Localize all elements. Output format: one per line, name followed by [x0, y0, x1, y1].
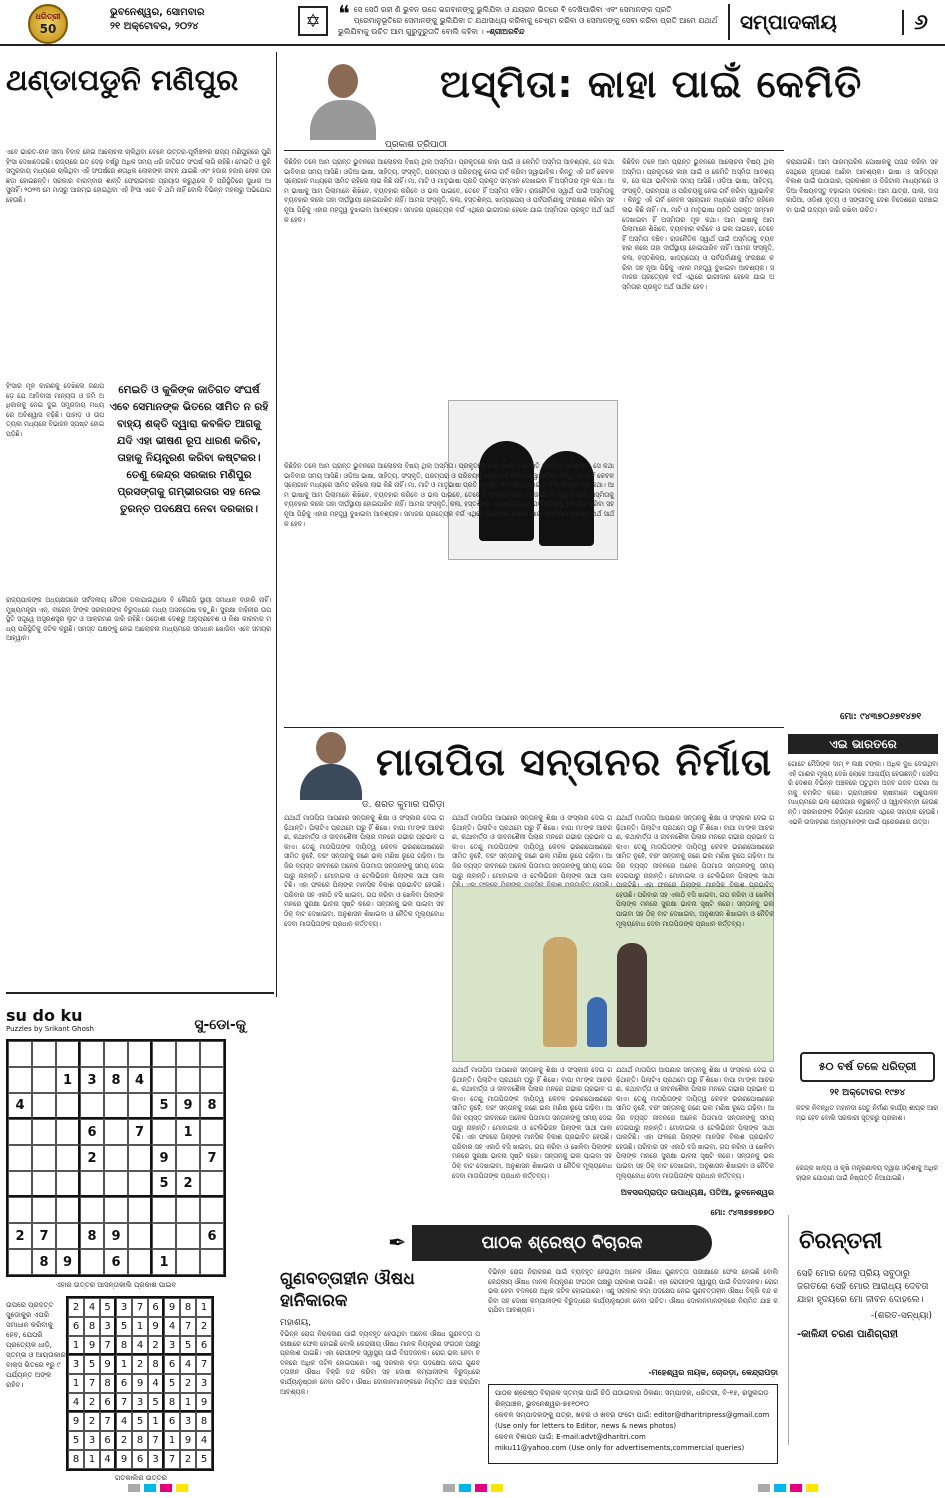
sudoku-cell: 1 [68, 1336, 84, 1355]
dateline-day: ଭୁବନେଶ୍ୱର, ସୋମବାର [110, 7, 205, 18]
sudoku-cell: 8 [84, 1317, 100, 1336]
sudoku-solution-label: ଗତକାଲିର ଉତ୍ତର [115, 1474, 167, 1482]
left-pull-quote: ମେଇତି ଓ କୁକିଙ୍କ ଜାତିଗତ ସଂଘର୍ଷ ଏବେ ସେମାନଙ୍କ ଭିତରେ ସୀମିତ ନ ରହି ବାହ୍ୟ ଶକ୍ତି ଦ୍ୱାରା କବଳିତ ଆଗକୁ ଯଦି ଏହା ଭୀଷଣ ରୂପ ଧାରଣ କରିବ, ତାହାକୁ ନିୟନ୍ତ୍ରଣ କରିବା କଷ୍ଟକର। ତେଣୁ କେନ୍ଦ୍ର ସରକାର ମଣିପୁର ପ୍ରସଙ୍ଗକୁ ଗମ୍ଭୀରତାର ସହ ନେଇ ତୁରନ୍ତ ପଦକ୍ଷେପ ନେବା ଦରକାର। [109, 384, 269, 515]
fifty-years-item1: କଟକ ନିବନ୍ଧିତ ମହାନଦୀ ସେତୁ ନିର୍ମାଣ କାର୍ଯ୍ୟ ଶୀଘ୍ର ଆରମ୍ଭ ହେବ ବୋଲି ସରକାରୀ ସୂତ୍ରରୁ ପ୍ରକାଶ। [796, 1104, 938, 1122]
sudoku-subtitle: Puzzles by Srikant Ghosh [6, 1025, 94, 1033]
sudoku-cell: 7 [164, 1450, 180, 1469]
sudoku-cell: 8 [132, 1431, 148, 1450]
sudoku-cell: 9 [164, 1298, 180, 1317]
left-body-bottom: ରାଜ୍ୟପାଳଙ୍କ ଅଧ୍ୟକ୍ଷତାରେ ସର୍ବଦଳୀୟ ବୈଠକ ଡକାଯାଇଥିଲେ ବି କୌଣସି ସ୍ଥାୟୀ ସମାଧାନ ବାହାରି ନାହିଁ। ମୁଖ୍ୟମନ୍ତ୍ରୀ ଏନ୍‌. ବୀରେନ୍‌ ସିଂଙ୍କ ସରକାରଙ୍କ ବିରୁଦ୍ଧରେ ମଧ୍ୟ ଅସନ୍ତୋଷ ବଢ଼ୁଛି। ସୁରକ୍ଷା ବାହିନୀର ଉପସ୍ଥିତି ସତ୍ତ୍ୱେ ଅସ୍ତ୍ରଶସ୍ତ୍ର ଲୁଟ ଓ ଆକ୍ରମଣ ଜାରି ରହିଛି। ପଡ଼ୋଶୀ ଦେଶରୁ ଅନୁପ୍ରବେଶ ଓ ନିଶା କାରବାର ମଧ୍ୟ ପରିସ୍ଥିତିକୁ ଜଟିଳ କରୁଛି। ସମସ୍ତ ପକ୍ଷଙ୍କୁ ନେଇ ଆଲୋଚନା ମାଧ୍ୟମରେ ସମାଧାନ ଖୋଜିବା ଏବେ ସମୟର ଆହ୍ୱାନ। [6, 596, 271, 643]
author-photo-sarat [296, 732, 366, 800]
sudoku-cell: 4 [148, 1374, 164, 1393]
sudoku-cell: 1 [84, 1450, 100, 1469]
sudoku-cell [104, 1197, 128, 1223]
chirantani-poem: ସେହି ମୋର ହେଲା ପ୍ରିୟ ସବୁଠାରୁ ଜଗତରେ ସେହି ମୋର ଆରାଧ୍ୟ ଦେବତା ଯାହା ହୃଦୟରେ ମୋ ଜୀବନ ଦୋହଲେ। [797, 1269, 929, 1305]
sudoku-cell [56, 1041, 80, 1067]
sudoku-cell: 3 [84, 1431, 100, 1450]
sudoku-rules: ଉପରେ ପ୍ରଦତ୍ତ ସୁଡୋକୁର ଏପରି ସମାଧାନ କରିବାକୁ ହେବ, ଯେପରି ପ୍ରତ୍ୟେକ ଧାଡ଼ି, ସ୍ତମ୍ଭ ଓ ଆୟତାକାର ବାକ୍ସ ଭିତରେ ୧ରୁ ୯ ପର୍ଯ୍ୟନ୍ତ ଅଙ୍କ ରହିବ। [6, 1301, 66, 1389]
sudoku-cell [104, 1093, 128, 1119]
sudoku-cell: 1 [196, 1298, 212, 1317]
sudoku-cell: 7 [100, 1336, 116, 1355]
sudoku-cell [128, 1145, 152, 1171]
registration-swatch [459, 1484, 471, 1492]
dateline-date: ୨୧ ଅକ୍ଟୋବର, ୨୦୨୪ [110, 21, 199, 32]
sudoku-cell: 3 [100, 1317, 116, 1336]
sudoku-cell [80, 1249, 104, 1275]
sudoku-cell: 6 [80, 1119, 104, 1145]
father-figure [543, 937, 577, 1047]
registration-swatch [790, 1484, 802, 1492]
sudoku-cell [200, 1041, 224, 1067]
pen-icon: ✒ [388, 1230, 407, 1256]
left-body-mid: ହିଂସାର ମୂଳ କାରଣକୁ ଦେଖିଲେ ଜଣାପଡ଼େ ଯେ ଆଦିବାସୀ ମାନ୍ୟତା ଓ ଜମି ଅଧିକାରକୁ ନେଇ ଦୁଇ ସମ୍ପ୍ରଦାୟ ମଧ୍ୟରେ ଅବିଶ୍ୱାସ ବଢ଼ିଛି। ପାହାଡ଼ ଓ ଉପତ୍ୟକା ମଧ୍ୟରେ ବିଭାଜନ ସ୍ପଷ୍ଟ ହୋଇପଡ଼ିଛି। [6, 382, 105, 438]
sudoku-cell [8, 1067, 32, 1093]
sudoku-cell: 2 [68, 1298, 84, 1317]
sudoku-cell: 9 [84, 1336, 100, 1355]
sudoku-cell: 4 [196, 1431, 212, 1450]
sudoku-cell [152, 1223, 176, 1249]
sudoku-cell: 9 [104, 1223, 128, 1249]
reader-banner: ପାଠକ ଶ୍ରେଷ୍ଠ ବିଚାରକ [412, 1225, 712, 1261]
sudoku-cell: 4 [164, 1317, 180, 1336]
sudoku-cell [80, 1171, 104, 1197]
sudoku-cell: 2 [84, 1412, 100, 1431]
chirantani-source: -(ଶରତ-ସନ୍ଧ୍ୟା) [870, 1311, 932, 1321]
registration-marks-right [758, 1484, 818, 1492]
sudoku-cell: 1 [56, 1067, 80, 1093]
sudoku-cell [8, 1249, 32, 1275]
sudoku-cell: 3 [164, 1336, 180, 1355]
sudoku-cell: 7 [180, 1317, 196, 1336]
sudoku-cell: 4 [68, 1393, 84, 1412]
sudoku-cell [176, 1223, 200, 1249]
sudoku-cell: 5 [152, 1171, 176, 1197]
registration-swatch [774, 1484, 786, 1492]
registration-swatch [475, 1484, 487, 1492]
sudoku-cell: 3 [148, 1450, 164, 1469]
sudoku-cell: 8 [80, 1223, 104, 1249]
sudoku-cell: 6 [116, 1374, 132, 1393]
sudoku-cell [176, 1145, 200, 1171]
sudoku-cell [8, 1041, 32, 1067]
sudoku-cell [56, 1171, 80, 1197]
divider [284, 727, 784, 728]
sudoku-cell: 4 [84, 1298, 100, 1317]
sudoku-cell: 1 [148, 1412, 164, 1431]
sudoku-cell: 2 [80, 1145, 104, 1171]
sudoku-cell: 9 [196, 1393, 212, 1412]
sudoku-cell: 7 [84, 1374, 100, 1393]
sudoku-cell [128, 1249, 152, 1275]
sudoku-cell: 4 [128, 1067, 152, 1093]
sudoku-grid [6, 1039, 226, 1277]
face-shape [328, 64, 358, 98]
sudoku-cell: 9 [152, 1145, 176, 1171]
reader-signature: -ମହେଶ୍ୱର ନାୟକ, ଚୋରଡ଼ା, କେନ୍ଦ୍ରାପଡ଼ା [648, 1368, 778, 1377]
sudoku-cell: 8 [116, 1336, 132, 1355]
dateline [110, 6, 270, 34]
sudoku-cell: 1 [164, 1431, 180, 1450]
letters-footer-box [488, 1384, 778, 1464]
sudoku-cell: 6 [132, 1450, 148, 1469]
sudoku-cell: 5 [180, 1336, 196, 1355]
sudoku-cell [8, 1197, 32, 1223]
sudoku-cell: 3 [116, 1298, 132, 1317]
sudoku-cell [128, 1171, 152, 1197]
sudoku-title-en: su do ku [6, 1006, 83, 1025]
fifty-years-item2: କେନ୍ଦ୍ର ଖାଦ୍ୟ ଓ କୃଷି ମନ୍ତ୍ରଣାଳୟ ଦ୍ୱାରା ଓଡ଼ିଶାକୁ ଅଧିକ ଚାଉଳ ଯୋଗାଣ ପାଇଁ ନିଷ୍ପତ୍ତି ନିଆଯାଇଛି। [796, 1164, 938, 1182]
sudoku-cell [56, 1119, 80, 1145]
sudoku-cell: 4 [180, 1355, 196, 1374]
sudoku-cell [56, 1093, 80, 1119]
sudoku-cell: 7 [116, 1393, 132, 1412]
sudoku-cell: 9 [116, 1450, 132, 1469]
main-phone: ମୋ: ୯୪୩୭୦୬୭୧୪୭୧ [840, 712, 922, 722]
divider [6, 992, 274, 994]
sudoku-cell [152, 1197, 176, 1223]
registration-swatch [144, 1484, 156, 1492]
sudoku-cell: 7 [196, 1355, 212, 1374]
letters-commercial-email: miku11@yahoo.com (Use only for advertisements,commercial queries) [495, 1444, 745, 1452]
registration-swatch [806, 1484, 818, 1492]
registration-swatch [160, 1484, 172, 1492]
registration-marks-left [128, 1484, 188, 1492]
sudoku-cell: 6 [164, 1355, 180, 1374]
registration-swatch [491, 1484, 503, 1492]
sudoku-cell [80, 1041, 104, 1067]
sudoku-cell [56, 1197, 80, 1223]
second-body-col1: ଯଥାର୍ଥ ମାତାପିତା ଆପଣାର ସନ୍ତାନକୁ ଶିକ୍ଷା ଓ ସଂସ୍କାର ଦେଇ ଗଢ଼ିଥାନ୍ତି। ପିଲାଟିଏ ପ୍ରଥମେ ଘରୁ ହିଁ ଶିଖେ। ବାପା ମା'ଙ୍କ ଆଚରଣ, କଥାବାର୍ତ୍ତା ଓ ଜୀବନଶୈଳୀ ପିଲାର ମନରେ ଗଭୀର ପ୍ରଭାବ ପକାଏ। ତେଣୁ ମାତାପିତାଙ୍କ ଦାୟିତ୍ୱ କେବଳ ଭରଣପୋଷଣରେ ସୀମିତ ନୁହେଁ, ବରଂ ସନ୍ତାନକୁ ଜଣେ ଭଲ ମଣିଷ ରୂପେ ଗଢ଼ିବା। ଆଜିର ବ୍ୟସ୍ତ ଜୀବନରେ ଅନେକ ପିତାମାତା ସନ୍ତାନଙ୍କୁ ସମୟ ଦେଇପାରୁ ନାହାନ୍ତି। ମୋବାଇଲ ଓ ଟେଲିଭିଜନ ପିଲାଙ୍କ ସାଥୀ ପାଲଟିଛି। ଏହା ଫଳରେ ପିଲାଙ୍କ ମାନସିକ ବିକାଶ ପ୍ରଭାବିତ ହେଉଛି। ପରିବାର ସହ ଏକାଠି ବସି ଖାଇବା, ଗପ କରିବା ଓ ଖେଳିବା ପିଲାଙ୍କ ମନରେ ସୁରକ୍ଷା ଭାବନା ସୃଷ୍ଟି କରେ। ସନ୍ତାନକୁ ଭଲ ପାଇବା ସହ ଠିକ୍ ବାଟ ଦେଖାଇବା, ଅନୁଶାସନ ଶିଖାଇବା ଓ ନୈତିକ ମୂଲ୍ୟବୋଧ ଦେବା ମାତାପିତାଙ୍କ ପ୍ରଧାନ କର୍ତ୍ତବ୍ୟ। [284, 814, 444, 928]
registration-marks-mid [443, 1484, 503, 1492]
sudoku-cell: 3 [80, 1067, 104, 1093]
sudoku-cell: 2 [176, 1171, 200, 1197]
quote-author: -ଶ୍ରୀଅରବିନ୍ଦ [486, 27, 525, 36]
main-headline: ଅସ୍ମିତା: କାହା ପାଇଁ କେମିତି [440, 62, 863, 106]
sudoku-cell: 8 [196, 1412, 212, 1431]
sudoku-cell: 6 [100, 1431, 116, 1450]
sudoku-cell: 1 [68, 1374, 84, 1393]
second-body-col3: ଯଥାର୍ଥ ମାତାପିତା ଆପଣାର ସନ୍ତାନକୁ ଶିକ୍ଷା ଓ ସଂସ୍କାର ଦେଇ ଗଢ଼ିଥାନ୍ତି। ପିଲାଟିଏ ପ୍ରଥମେ ଘରୁ ହିଁ ଶିଖେ। ବାପା ମା'ଙ୍କ ଆଚରଣ, କଥାବାର୍ତ୍ତା ଓ ଜୀବନଶୈଳୀ ପିଲାର ମନରେ ଗଭୀର ପ୍ରଭାବ ପକାଏ। ତେଣୁ ମାତାପିତାଙ୍କ ଦାୟିତ୍ୱ କେବଳ ଭରଣପୋଷଣରେ ସୀମିତ ନୁହେଁ, ବରଂ ସନ୍ତାନକୁ ଜଣେ ଭଲ ମଣିଷ ରୂପେ ଗଢ଼ିବା। ଆଜିର ବ୍ୟସ୍ତ ଜୀବନରେ ଅନେକ ପିତାମାତା ସନ୍ତାନଙ୍କୁ ସମୟ ଦେଇପାରୁ ନାହାନ୍ତି। ମୋବାଇଲ ଓ ଟେଲିଭିଜନ ପିଲାଙ୍କ ସାଥୀ ପାଲଟିଛି। ଏହା ଫଳରେ ପିଲାଙ୍କ ମାନସିକ ବିକାଶ ପ୍ରଭାବିତ ହେଉଛି। ପରିବାର ସହ ଏକାଠି ବସି ଖାଇବା, ଗପ କରିବା ଓ ଖେଳିବା ପିଲାଙ୍କ ମନରେ ସୁରକ୍ଷା ଭାବନା ସୃଷ୍ଟି କରେ। ସନ୍ତାନକୁ ଭଲ ପାଇବା ସହ ଠିକ୍ ବାଟ ଦେଖାଇବା, ଅନୁଶାସନ ଶିଖାଇବା ଓ ନୈତିକ ମୂଲ୍ୟବୋଧ ଦେବା ମାତାପିତାଙ୍କ ପ୍ରଧାନ କର୍ତ୍ତବ୍ୟ। [452, 1066, 612, 1180]
sudoku-cell [104, 1145, 128, 1171]
sudoku-cell [200, 1197, 224, 1223]
sudoku-cell: 8 [104, 1067, 128, 1093]
quote-mark-icon: ❝ [338, 2, 350, 27]
logo-text: ଧରିତ୍ରୀ [35, 12, 61, 21]
reader-salutation: ମହାଶୟ, [280, 1318, 312, 1328]
sudoku-cell [32, 1145, 56, 1171]
sudoku-cell: 7 [128, 1119, 152, 1145]
sudoku-cell [128, 1041, 152, 1067]
sudoku-cell [56, 1145, 80, 1171]
sudoku-cell: 3 [180, 1412, 196, 1431]
chirantani-box [788, 1215, 940, 1445]
sudoku-cell: 9 [68, 1412, 84, 1431]
second-headline: ମାତାପିତା ସନ୍ତାନର ନିର୍ମାତା [376, 740, 773, 784]
ei-bharatare-title: ଏଇ ଭାରତରେ [788, 734, 938, 754]
sudoku-cell: 5 [196, 1450, 212, 1469]
reader-body-right: ବିଭିନ୍ନ ରୋଗ ନିରାକରଣ ପାଇଁ ବ୍ୟବହୃତ ହେଉଥିବା ଅନେକ ଔଷଧ ଗୁଣବତ୍ତା ପରୀକ୍ଷାରେ ଫେଲ ହୋଇଛି ବୋଲି କେନ୍ଦ୍ରୀୟ ଔଷଧ ମାନକ ନିୟନ୍ତ୍ରଣ ସଂଗଠନ ପକ୍ଷରୁ ପ୍ରକାଶ ପାଇଛି। ଏହା ରୋଗୀଙ୍କ ସ୍ୱାସ୍ଥ୍ୟ ପାଇଁ ବିପଦଜନକ। ରୋଗ ଭଲ ହେବା ବଦଳରେ ଅଧିକ ଜଟିଳ ହୋଇପାରେ। ଏଣୁ ସରକାର କଡ଼ା ପଦକ୍ଷେପ ନେଇ ଗୁଣବତ୍ତାହୀନ ଔଷଧ ବିକ୍ରି ବନ୍ଦ କରିବା ସହ ଦୋଷୀ କମ୍ପାନୀଙ୍କ ବିରୁଦ୍ଧରେ କାର୍ଯ୍ୟାନୁଷ୍ଠାନ ନେବା ଉଚିତ। ଔଷଧ ଦୋକାନମାନଙ୍କରେ ନିୟମିତ ଯାଞ୍ଚ କରାଯିବା ଆବଶ୍ୟକ। [488, 1268, 778, 1315]
sudoku-cell: 9 [56, 1249, 80, 1275]
sudoku-cell: 3 [132, 1393, 148, 1412]
body-shape [300, 764, 362, 800]
face-shape [316, 732, 346, 764]
chirantani-title: ଚିରନ୍ତନୀ [799, 1229, 883, 1254]
sudoku-cell: 8 [164, 1393, 180, 1412]
print-registration-bar [0, 1478, 945, 1498]
sudoku-cell: 2 [116, 1431, 132, 1450]
letters-editor-email: କେବଳ ସମ୍ପାଦକଙ୍କୁ ପତ୍ର, ଖବର ଓ ଖବର ଫଟୋ ପାଇଁ: editor@dharitripress@gmail.com (Use only for letters to Editor, news & news photos) [495, 1411, 770, 1430]
sudoku-cell [176, 1249, 200, 1275]
divider [284, 150, 784, 151]
sudoku-cell: 2 [180, 1374, 196, 1393]
sudoku-cell [128, 1093, 152, 1119]
sudoku-cell: 2 [84, 1393, 100, 1412]
sudoku-cell [152, 1067, 176, 1093]
registration-swatch [758, 1484, 770, 1492]
sudoku-cell: 5 [132, 1412, 148, 1431]
sudoku-cell [200, 1067, 224, 1093]
sudoku-cell: 2 [180, 1450, 196, 1469]
sudoku-cell [200, 1119, 224, 1145]
sudoku-cell: 8 [148, 1355, 164, 1374]
sudoku-cell: 7 [100, 1412, 116, 1431]
sudoku-cell [80, 1093, 104, 1119]
second-body-col2: ଯଥାର୍ଥ ମାତାପିତା ଆପଣାର ସନ୍ତାନକୁ ଶିକ୍ଷା ଓ ସଂସ୍କାର ଦେଇ ଗଢ଼ିଥାନ୍ତି। ପିଲାଟିଏ ପ୍ରଥମେ ଘରୁ ହିଁ ଶିଖେ। ବାପା ମା'ଙ୍କ ଆଚରଣ, କଥାବାର୍ତ୍ତା ଓ ଜୀବନଶୈଳୀ ପିଲାର ମନରେ ଗଭୀର ପ୍ରଭାବ ପକାଏ। ତେଣୁ ମାତାପିତାଙ୍କ ଦାୟିତ୍ୱ କେବଳ ଭରଣପୋଷଣରେ ସୀମିତ ନୁହେଁ, ବରଂ ସନ୍ତାନକୁ ଜଣେ ଭଲ ମଣିଷ ରୂପେ ଗଢ଼ିବା। ଆଜିର ବ୍ୟସ୍ତ ଜୀବନରେ ଅନେକ ପିତାମାତା ସନ୍ତାନଙ୍କୁ ସମୟ ଦେଇପାରୁ ନାହାନ୍ତି। ମୋବାଇଲ ଓ ଟେଲିଭିଜନ ପିଲାଙ୍କ ସାଥୀ ପାଲ [452, 814, 612, 880]
sudoku-cell: 8 [200, 1093, 224, 1119]
child-figure [587, 997, 607, 1047]
sudoku-cell: 1 [180, 1393, 196, 1412]
sudoku-title-or: ସୁ-ଡୋ-କୁ [194, 1017, 246, 1033]
registration-swatch [443, 1484, 455, 1492]
sudoku-cell [32, 1041, 56, 1067]
main-body-left: କିଛିଦିନ ତଳେ ଆମ ପ୍ରାନ୍ତ ଭୁବନରେ ଆଲୋଚନା ବିଷୟ ଥିଲା ଅସ୍ମିତା। ପ୍ରକୃତରେ କାହା ପାଇଁ ଓ କେମିତି ଅସ୍ମିତା ଆବଶ୍ୟକ, ସେ କଥା ଭାବିବାର ସମୟ ଆସିଛି। ଓଡ଼ିଆ ଭାଷା, ସାହିତ୍ୟ, ସଂସ୍କୃତି, ପରମ୍ପରା ଓ ପରିଚୟକୁ ନେଇ ଗର୍ବ କରିବା ସ୍ୱାଭାବିକ। କିନ୍ତୁ ଏହି ଗର୍ବ କେବଳ ସ୍ଲୋଗାନ ମଧ୍ୟରେ ସୀମିତ ରହିଲେ ଲାଭ କିଛି ନାହିଁ। ମା, ମାଟି ଓ ମାତୃଭାଷା ପ୍ରତି ପ୍ରକୃତ ସମ୍ମାନ ଦେଖାଇବା ହିଁ ଅସ୍ମିତାର ମୂଳ କଥା। ଆମ ଭାଷାକୁ ଆମ ପିଲାମାନେ ଶିଖିବେ, ବ୍ୟବହାର କରିବେ ଓ ଭଲ ପାଇବେ, ତେବେ ହିଁ ଅସ୍ମିତା ବଞ୍ଚିବ। ରାଜନୈତିକ ସ୍ୱାର୍ଥ ପାଇଁ ଅସ୍ମିତାକୁ ବ୍ୟବହାର କଲେ ତାହା ଦୀର୍ଘସ୍ଥାୟୀ ହୋଇପାରିବ ନାହିଁ। ଆମର ସଂସ୍କୃତି, କଳା, ହସ୍ତଶିଳ୍ପ, ଖାଦ୍ୟପେୟ ଓ ପର୍ବପର୍ବାଣୀକୁ ସଂରକ୍ଷଣ କରିବା ସହ ନୂଆ ପିଢ଼ିକୁ ଏହାର ମହତ୍ତ୍ୱ ବୁଝାଇବା ଆବଶ୍ୟକ। ସମାଜର ପ୍ରତ୍ୟେକ ବର୍ଗ ଏଥିରେ ଭାଗୀଦାର ହେଲେ ଯାଇ ଅସ୍ମିତାର ପ୍ରକୃତ ଅର୍ଥ ସାର୍ଥକ ହେବ। [284, 158, 614, 224]
sudoku-cell: 2 [132, 1355, 148, 1374]
sudoku-cell [32, 1171, 56, 1197]
sudoku-cell [152, 1041, 176, 1067]
sudoku-cell: 1 [152, 1249, 176, 1275]
left-headline: ଥଣ୍ଡାପଡୁନି ମଣିପୁର [6, 63, 239, 97]
author-photo-prakash [300, 60, 385, 140]
sudoku-cell: 4 [116, 1412, 132, 1431]
chirantani-poet: -କାଳିନ୍ଦୀ ଚରଣ ପାଣିଗ୍ରାହୀ [797, 1329, 898, 1340]
sudoku-cell [104, 1171, 128, 1197]
sudoku-cell: 9 [132, 1374, 148, 1393]
sudoku-solution-grid [66, 1296, 214, 1471]
reader-headline: ଗୁଣବତ୍ତାହୀନ ଔଷଧ ହାନିକାରକ [280, 1269, 415, 1311]
sudoku-section [6, 1006, 246, 1483]
second-byline: ଡ. ଶରତ କୁମାର ପରିଡ଼ା [362, 800, 445, 810]
fifty-years-date: ୨୧ ଅକ୍ଟୋବର ୧୯୭୪ [829, 1088, 906, 1098]
sudoku-cell [32, 1093, 56, 1119]
sudoku-answer-note: ଏହାର ଉତ୍ତର ଆସନ୍ତାକାଲି ପ୍ରକାଶ ପାଇବ [55, 1281, 177, 1289]
main-body-lower: କିଛିଦିନ ତଳେ ଆମ ପ୍ରାନ୍ତ ଭୁବନରେ ଆଲୋଚନା ବିଷୟ ଥିଲା ଅସ୍ମିତା। ପ୍ରକୃତରେ କାହା ପାଇଁ ଓ କେମିତି ଅସ୍ମିତା ଆବଶ୍ୟକ, ସେ କଥା ଭାବିବାର ସମୟ ଆସିଛି। ଓଡ଼ିଆ ଭାଷା, ସାହିତ୍ୟ, ସଂସ୍କୃତି, ପରମ୍ପରା ଓ ପରିଚୟକୁ ନେଇ ଗର୍ବ କରିବା ସ୍ୱାଭାବିକ। କିନ୍ତୁ ଏହି ଗର୍ବ କେବଳ ସ୍ଲୋଗାନ ମଧ୍ୟରେ ସୀମିତ ରହିଲେ ଲାଭ କିଛି ନାହିଁ। ମା, ମାଟି ଓ ମାତୃଭାଷା ପ୍ରତି ପ୍ରକୃତ ସମ୍ମାନ ଦେଖାଇବା ହିଁ ଅସ୍ମିତାର ମୂଳ କଥା। ଆମ ଭାଷାକୁ ଆମ ପିଲାମାନେ ଶିଖିବେ, ବ୍ୟବହାର କରିବେ ଓ ଭଲ ପାଇବେ, ତେବେ ହିଁ ଅସ୍ମିତା ବଞ୍ଚିବ। ରାଜନୈତିକ ସ୍ୱାର୍ଥ ପାଇଁ ଅସ୍ମିତାକୁ ବ୍ୟବହାର କଲେ ତାହା ଦୀର୍ଘସ୍ଥାୟୀ ହୋଇପାରିବ ନାହିଁ। ଆମର ସଂସ୍କୃତି, କଳା, ହସ୍ତଶିଳ୍ପ, ଖାଦ୍ୟପେୟ ଓ ପର୍ବପର୍ବାଣୀକୁ ସଂରକ୍ଷଣ କରିବା ସହ ନୂଆ ପିଢ଼ିକୁ ଏହାର ମହତ୍ତ୍ୱ ବୁଝାଇବା ଆବଶ୍ୟକ। ସମାଜର ପ୍ରତ୍ୟେକ ବର୍ଗ ଏଥିରେ ଭାଗୀଦାର ହେଲେ ଯାଇ ଅସ୍ମିତାର ପ୍ରକୃତ ଅର୍ଥ ସାର୍ଥକ ହେବ। [284, 462, 614, 528]
reader-body-left: ବିଭିନ୍ନ ରୋଗ ନିରାକରଣ ପାଇଁ ବ୍ୟବହୃତ ହେଉଥିବା ଅନେକ ଔଷଧ ଗୁଣବତ୍ତା ପରୀକ୍ଷାରେ ଫେଲ ହୋଇଛି ବୋଲି କେନ୍ଦ୍ରୀୟ ଔଷଧ ମାନକ ନିୟନ୍ତ୍ରଣ ସଂଗଠନ ପକ୍ଷରୁ ପ୍ରକାଶ ପାଇଛି। ଏହା ରୋଗୀଙ୍କ ସ୍ୱାସ୍ଥ୍ୟ ପାଇଁ ବିପଦଜନକ। ରୋଗ ଭଲ ହେବା ବଦଳରେ ଅଧିକ ଜଟିଳ ହୋଇପାରେ। ଏଣୁ ସରକାର କଡ଼ା ପଦକ୍ଷେପ ନେଇ ଗୁଣବତ୍ତାହୀନ ଔଷଧ ବିକ୍ରି ବନ୍ଦ କରିବା ସହ ଦୋଷୀ କମ୍ପାନୀଙ୍କ ବିରୁଦ୍ଧରେ କାର୍ଯ୍ୟାନୁଷ୍ଠାନ ନେବା ଉଚିତ। ଔଷଧ ଦୋକାନମାନଙ୍କରେ ନିୟମିତ ଯାଞ୍ଚ କରାଯିବା ଆବଶ୍ୟକ। [280, 1330, 480, 1396]
sudoku-cell: 2 [8, 1223, 32, 1249]
sudoku-cell: 4 [132, 1336, 148, 1355]
main-body-right: କରାଯାଇଛି। ଆମ ପାରମ୍ପରିକ ପୋଷାକକୁ ପସନ୍ଦ କରିବା ସହ ସେଥିରେ ନୂଆପଣ ଆଣିବା ଆବଶ୍ୟକ। ଭାଷା ଓ ସାହିତ୍ୟର ବିକାଶ ପାଇଁ ପାଠାଗାର, ପ୍ରକାଶନ ଓ ଡିଜିଟାଲ ମାଧ୍ୟମରେ ଓଡ଼ିଆ ବିଷୟବସ୍ତୁ ବଢ଼ାଇବା ଦରକାର। ଆମ ଯାତ୍ରା, ପାଲା, ଦାସକାଠିଆ, ଓଡ଼ିଶୀ ନୃତ୍ୟ ଓ ସଙ୍ଗୀତକୁ ଦେଶ ବିଦେଶରେ ପହଞ୍ଚାଇବା ପାଇଁ ଉଦ୍ୟମ ଜାରି ରଖିବା ଉଚିତ। [786, 158, 938, 214]
sudoku-cell: 7 [148, 1431, 164, 1450]
letters-advt-email: କେବଳ ବିଜ୍ଞାପନ ପାଇଁ: E-mail:advt@dharitri.com [495, 1433, 646, 1441]
sudoku-cell: 6 [68, 1317, 84, 1336]
sudoku-cell: 5 [164, 1374, 180, 1393]
sudoku-cell [32, 1067, 56, 1093]
sudoku-cell: 5 [148, 1393, 164, 1412]
main-byline: ପ୍ରକାଶ ତ୍ରିପାଠୀ [385, 140, 447, 150]
sudoku-cell [32, 1119, 56, 1145]
sudoku-cell [8, 1119, 32, 1145]
sudoku-cell: 9 [100, 1355, 116, 1374]
letters-address: ପାଠକ ଶ୍ରେଷ୍ଠ ବିଚାରକ ସ୍ତମ୍ଭ ପାଇଁ ଚିଠି ପଠାଇବାର ଠିକଣା: ସମ୍ପାଦକ, ଧରିତ୍ରୀ, ବି-୧୫, ରସୁଲଗଡ଼ ଶିଳ୍ପାଞ୍ଚଳ, ଭୁବନେଶ୍ୱର-୭୫୧୦୧୦ [495, 1389, 769, 1408]
sudoku-cell: 9 [176, 1093, 200, 1119]
masthead [0, 0, 945, 46]
sudoku-cell: 7 [200, 1145, 224, 1171]
second-phone: ମୋ: ୯୪୩୭୭୭୭୭୦ [710, 1208, 774, 1217]
column-rule [276, 52, 277, 997]
sudoku-cell: 5 [116, 1317, 132, 1336]
main-body-mid: କିଛିଦିନ ତଳେ ଆମ ପ୍ରାନ୍ତ ଭୁବନରେ ଆଲୋଚନା ବିଷୟ ଥିଲା ଅସ୍ମିତା। ପ୍ରକୃତରେ କାହା ପାଇଁ ଓ କେମିତି ଅସ୍ମିତା ଆବଶ୍ୟକ, ସେ କଥା ଭାବିବାର ସମୟ ଆସିଛି। ଓଡ଼ିଆ ଭାଷା, ସାହିତ୍ୟ, ସଂସ୍କୃତି, ପରମ୍ପରା ଓ ପରିଚୟକୁ ନେଇ ଗର୍ବ କରିବା ସ୍ୱାଭାବିକ। କିନ୍ତୁ ଏହି ଗର୍ବ କେବଳ ସ୍ଲୋଗାନ ମଧ୍ୟରେ ସୀମିତ ରହିଲେ ଲାଭ କିଛି ନାହିଁ। ମା, ମାଟି ଓ ମାତୃଭାଷା ପ୍ରତି ପ୍ରକୃତ ସମ୍ମାନ ଦେଖାଇବା ହିଁ ଅସ୍ମିତାର ମୂଳ କଥା। ଆମ ଭାଷାକୁ ଆମ ପିଲାମାନେ ଶିଖିବେ, ବ୍ୟବହାର କରିବେ ଓ ଭଲ ପାଇବେ, ତେବେ ହିଁ ଅସ୍ମିତା ବଞ୍ଚିବ। ରାଜନୈତିକ ସ୍ୱାର୍ଥ ପାଇଁ ଅସ୍ମିତାକୁ ବ୍ୟବହାର କଲେ ତାହା ଦୀର୍ଘସ୍ଥାୟୀ ହୋଇପାରିବ ନାହିଁ। ଆମର ସଂସ୍କୃତି, କଳା, ହସ୍ତଶିଳ୍ପ, ଖାଦ୍ୟପେୟ ଓ ପର୍ବପର୍ବାଣୀକୁ ସଂରକ୍ଷଣ କରିବା ସହ ନୂଆ ପିଢ଼ିକୁ ଏହାର ମହତ୍ତ୍ୱ ବୁଝାଇବା ଆବଶ୍ୟକ। ସମାଜର ପ୍ରତ୍ୟେକ ବର୍ଗ ଏଥିରେ ଭାଗୀଦାର ହେଲେ ଯାଇ ଅସ୍ମିତାର ପ୍ରକୃତ ଅର୍ଥ ସାର୍ଥକ ହେବ। [622, 158, 774, 291]
sudoku-cell: 8 [100, 1374, 116, 1393]
sudoku-cell: 1 [132, 1317, 148, 1336]
quote-text: ସେ ସେଠି ରହୀ ଣି ଭୁବନ ଉଦ୍ଦେ ଭଗବାନଙ୍କୁ ଭୁଲିଯିବା ଓ ଯୟରାନ ଭିତରେ ବି ଦେଖିପାରିବା ଏବଂ ସେମାନଙ୍କ ପ୍ରତି ପ୍ରେମାନୁଭୂତିରେ ସେମାନଙ୍କୁ ଭୁଲିଯିବା ତ ଯଥାସାଧ୍ୟ କରିବାକୁ ଚେଷ୍ଟା କରିବା ଓ ସେମାନଙ୍କୁ ସେବା କରିବା ପ୍ରତି ଆମେ ଯଥାର୍ଥ ଭୁଲିଯିବାକୁ ଉଚିତ ଆମ ଗୁରୁଦୁରୁତାତି ବୋଲି କହିବା । [338, 5, 718, 36]
sudoku-cell [8, 1145, 32, 1171]
sudoku-cell: 9 [180, 1431, 196, 1450]
second-signature: ଅବସରପ୍ରାପ୍ତ ଉପାଧ୍ୟକ୍ଷ, ପତିଆ, ଭୁବନେଶ୍ୱର [620, 1188, 774, 1197]
sudoku-cell: 6 [104, 1249, 128, 1275]
second-body-col4: ଯଥାର୍ଥ ମାତାପିତା ଆପଣାର ସନ୍ତାନକୁ ଶିକ୍ଷା ଓ ସଂସ୍କାର ଦେଇ ଗଢ଼ିଥାନ୍ତି। ପିଲାଟିଏ ପ୍ରଥମେ ଘରୁ ହିଁ ଶିଖେ। ବାପା ମା'ଙ୍କ ଆଚରଣ, କଥାବାର୍ତ୍ତା ଓ ଜୀବନଶୈଳୀ ପିଲାର ମନରେ ଗଭୀର ପ୍ରଭାବ ପକାଏ। ତେଣୁ ମାତାପିତାଙ୍କ ଦାୟିତ୍ୱ କେବଳ ଭରଣପୋଷଣରେ ସୀମିତ ନୁହେଁ, ବରଂ ସନ୍ତାନକୁ ଜଣେ ଭଲ ମଣିଷ ରୂପେ ଗଢ଼ିବା। ଆଜିର ବ୍ୟସ୍ତ ଜୀବନରେ ଅନେକ ପିତାମାତା ସନ୍ତାନଙ୍କୁ ସମୟ ଦେଇପାରୁ ନାହାନ୍ତି। ମୋବାଇଲ ଓ ଟେଲିଭିଜନ ପିଲାଙ୍କ ସାଥୀ ପାଲଟିଛି। ଏହା ଫଳରେ ପିଲାଙ୍କ ମାନସିକ ବିକାଶ ପ୍ରଭାବିତ ହେଉଛି। ପରିବାର ସହ ଏକାଠି ବସି ଖାଇବା, ଗପ କରିବା ଓ ଖେଳିବା ପିଲାଙ୍କ ମନରେ ସୁରକ୍ଷା ଭାବନା ସୃଷ୍ଟି କରେ। ସନ୍ତାନକୁ ଭଲ ପାଇବା ସହ ଠିକ୍ ବାଟ ଦେଖାଇବା, ଅନୁଶାସନ ଶିଖାଇବା ଓ ନୈତିକ ମୂଲ୍ୟବୋଧ ଦେବା ମାତାପିତାଙ୍କ ପ୍ରଧାନ କର୍ତ୍ତବ୍ୟ। [616, 814, 774, 928]
left-body-top: ଏବେ ଭାରତ-ଚୀନ ସୀମା ବିବାଦ ନେଇ ଆଲୋଚନା ଚାଲିଥିବା ବେଳେ ଉତ୍ତର-ପୂର୍ବାଞ୍ଚଳର ରାଜ୍ୟ ମଣିପୁରରେ ପୁଣି ହିଂସା ଦେଖାଦେଇଛି। ରାଜ୍ୟରେ ଗତ ଦେଢ଼ ବର୍ଷରୁ ଅଧିକ ସମୟ ଧରି ଜାତିଗତ ସଂଘର୍ଷ ଲାଗି ରହିଛି। ମେଇତି ଓ କୁକି ସମ୍ପ୍ରଦାୟ ମଧ୍ୟରେ ଚାଲିଥିବା ଏହି ସଂଘର୍ଷରେ ଶତାଧିକ ଲୋକଙ୍କ ଜୀବନ ଯାଇଛି ଏବଂ ହଜାର ହଜାର ଲୋକ ଘରଛଡ଼ା ହୋଇଛନ୍ତି। ସରକାର ବାରମ୍ବାର ଶାନ୍ତି ଫେରାଇବାର ପ୍ରୟାସ କରୁଥିଲେ ବି ପରିସ୍ଥିତିରେ ସୁଧାର ଆସୁନାହିଁ। ୨୦୨୩ ମେ ମାସରୁ ଆରମ୍ଭ ହୋଇଥିବା ଏହି ହିଂସା ଏବେ ବି ଥମି ନାହିଁ ବୋଲି ବିଭିନ୍ନ ମହଲରୁ ଅଭିଯୋଗ ହେଉଛି। [6, 148, 271, 204]
sudoku-cell [80, 1197, 104, 1223]
sudoku-cell: 5 [100, 1298, 116, 1317]
sudoku-cell: 3 [68, 1355, 84, 1374]
sudoku-cell: 7 [132, 1298, 148, 1317]
registration-swatch [128, 1484, 140, 1492]
header-quote [338, 4, 718, 37]
registration-swatch [176, 1484, 188, 1492]
sudoku-cell: 1 [116, 1355, 132, 1374]
sudoku-cell: 4 [8, 1093, 32, 1119]
sudoku-cell: 5 [84, 1355, 100, 1374]
sudoku-cell [104, 1041, 128, 1067]
sudoku-cell: 4 [100, 1450, 116, 1469]
sudoku-cell: 6 [196, 1336, 212, 1355]
star-emblem-icon: ✡ [298, 6, 328, 36]
sudoku-cell: 5 [68, 1431, 84, 1450]
dharitri-50-logo [28, 4, 68, 44]
sudoku-cell: 6 [164, 1412, 180, 1431]
fifty-years-badge: ୫୦ ବର୍ଷ ତଳେ ଧରିତ୍ରୀ [800, 1052, 935, 1082]
sudoku-cell: 6 [200, 1223, 224, 1249]
ei-bharatare-body: ଗୋଟେ ମୈସିଙ୍କ ଦାମ୍‌ ୧ ଲକ୍ଷ ଟଙ୍କା। ଅଧିକ ଦୁଧ ଦେଉଥିବା ଏହି ଗାଈର ମୂଲ୍ୟ ଦେଖି ଲୋକେ ଆଶ୍ଚର୍ଯ୍ୟ ହେଉଛନ୍ତି। ସେହିପରି ଦେଶର ବିଭିନ୍ନ ଅଞ୍ଚଳରେ ଘଟୁଥିବା ଅଜବ ଗଜବ ଘଟଣା ଆମକୁ ଚମକିତ କରେ। ଗ୍ରାମାଞ୍ଚଳର ଚାଷୀମାନେ ପଶୁପାଳନ ମାଧ୍ୟମରେ ଭଲ ରୋଜଗାର କରୁଛନ୍ତି ଓ ସ୍ୱାବଲମ୍ବୀ ହେଉଛନ୍ତି। ସରକାରଙ୍କ ବିଭିନ୍ନ ଯୋଜନା ଏଥିରେ ସହାୟକ ହେଉଛି। ଏଭଳି ଉଦାହରଣ ଅନ୍ୟମାନଙ୍କ ପାଇଁ ପ୍ରେରଣାର ଉତ୍ସ। [788, 760, 938, 826]
sudoku-cell: 5 [152, 1093, 176, 1119]
sudoku-cell [32, 1197, 56, 1223]
sudoku-cell [152, 1119, 176, 1145]
body-shape [310, 100, 376, 140]
sudoku-cell [56, 1223, 80, 1249]
sudoku-cell [200, 1249, 224, 1275]
sudoku-cell: 8 [32, 1249, 56, 1275]
sudoku-cell: 2 [148, 1336, 164, 1355]
sudoku-cell: 9 [148, 1317, 164, 1336]
logo-years: 50 [39, 22, 57, 36]
sudoku-cell [176, 1067, 200, 1093]
sudoku-cell [176, 1197, 200, 1223]
sudoku-cell: 8 [180, 1298, 196, 1317]
sudoku-cell [128, 1197, 152, 1223]
sudoku-cell [200, 1171, 224, 1197]
sudoku-cell: 1 [176, 1119, 200, 1145]
sudoku-cell: 7 [32, 1223, 56, 1249]
sudoku-cell: 3 [196, 1374, 212, 1393]
sudoku-cell [104, 1119, 128, 1145]
section-name: ସମ୍ପାଦକୀୟ [740, 10, 837, 34]
sudoku-cell: 2 [196, 1317, 212, 1336]
sudoku-cell [128, 1223, 152, 1249]
mother-figure [617, 943, 647, 1047]
sudoku-cell: 8 [68, 1450, 84, 1469]
sudoku-cell [8, 1171, 32, 1197]
page-number: ୬ [902, 10, 928, 35]
second-body-col5: ଯଥାର୍ଥ ମାତାପିତା ଆପଣାର ସନ୍ତାନକୁ ଶିକ୍ଷା ଓ ସଂସ୍କାର ଦେଇ ଗଢ଼ିଥାନ୍ତି। ପିଲାଟିଏ ପ୍ରଥମେ ଘରୁ ହିଁ ଶିଖେ। ବାପା ମା'ଙ୍କ ଆଚରଣ, କଥାବାର୍ତ୍ତା ଓ ଜୀବନଶୈଳୀ ପିଲାର ମନରେ ଗଭୀର ପ୍ରଭାବ ପକାଏ। ତେଣୁ ମାତାପିତାଙ୍କ ଦାୟିତ୍ୱ କେବଳ ଭରଣପୋଷଣରେ ସୀମିତ ନୁହେଁ, ବରଂ ସନ୍ତାନକୁ ଜଣେ ଭଲ ମଣିଷ ରୂପେ ଗଢ଼ିବା। ଆଜିର ବ୍ୟସ୍ତ ଜୀବନରେ ଅନେକ ପିତାମାତା ସନ୍ତାନଙ୍କୁ ସମୟ ଦେଇପାରୁ ନାହାନ୍ତି। ମୋବାଇଲ ଓ ଟେଲିଭିଜନ ପିଲାଙ୍କ ସାଥୀ ପାଲଟିଛି। ଏହା ଫଳରେ ପିଲାଙ୍କ ମାନସିକ ବିକାଶ ପ୍ରଭାବିତ ହେଉଛି। ପରିବାର ସହ ଏକାଠି ବସି ଖାଇବା, ଗପ କରିବା ଓ ଖେଳିବା ପିଲାଙ୍କ ମନରେ ସୁରକ୍ଷା ଭାବନା ସୃଷ୍ଟି କରେ। ସନ୍ତାନକୁ ଭଲ ପାଇବା ସହ ଠିକ୍ ବାଟ ଦେଖାଇବା, ଅନୁଶାସନ ଶିଖାଇବା ଓ ନୈତିକ ମୂଲ୍ୟବୋଧ ଦେବା ମାତାପିତାଙ୍କ ପ୍ରଧାନ କର୍ତ୍ତବ୍ୟ। [616, 1066, 774, 1180]
sudoku-cell: 6 [100, 1393, 116, 1412]
section-label [728, 4, 938, 40]
sudoku-cell [176, 1041, 200, 1067]
sudoku-cell: 6 [148, 1298, 164, 1317]
